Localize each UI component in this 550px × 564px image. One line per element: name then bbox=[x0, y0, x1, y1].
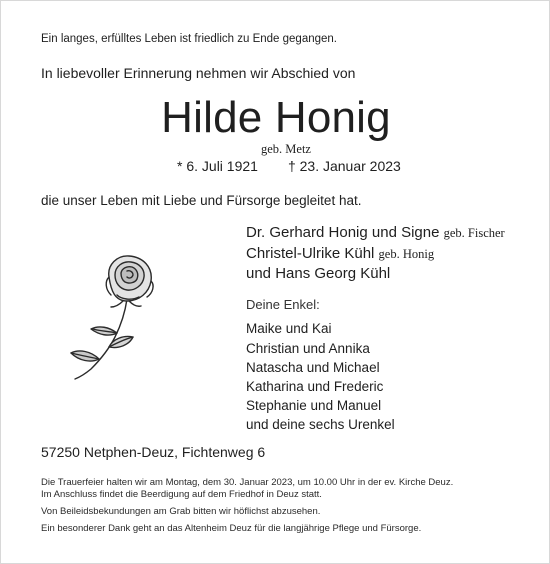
grandchild-entry: und deine sechs Urenkel bbox=[246, 417, 395, 432]
grandchild-entry: Stephanie und Manuel bbox=[246, 398, 382, 413]
family-member-note: geb. Fischer bbox=[443, 226, 505, 240]
family-member-name: Christel-Ulrike Kühl bbox=[246, 245, 375, 262]
family-member bbox=[246, 245, 434, 262]
grandchild-entry: Maike und Kai bbox=[246, 321, 332, 336]
address-zip: 57250 bbox=[41, 444, 80, 460]
grandchild-entry: Natascha und Michael bbox=[246, 360, 380, 375]
farewell-text: In liebevoller Erinnerung nehmen wir Abschied von bbox=[41, 65, 356, 81]
family-member bbox=[246, 224, 505, 241]
funeral-note: Die Trauerfeier halten wir am Montag, dem 30. Januar 2023, um 10.00 Uhr in der ev. Kirche Deuz. bbox=[41, 477, 454, 488]
funeral-note: Von Beileidsbekundungen am Grab bitten wir höflichst abzusehen. bbox=[41, 506, 321, 517]
shared-life-text: die unser Leben mit Liebe und Fürsorge begleitet hat. bbox=[41, 193, 362, 208]
deceased-name: Hilde Honig bbox=[161, 93, 391, 142]
address-street: Fichtenweg 6 bbox=[181, 444, 266, 460]
death-date: † 23. Januar 2023 bbox=[287, 158, 401, 174]
address bbox=[41, 444, 265, 460]
family-member bbox=[246, 265, 390, 282]
grandchild-entry: Christian und Annika bbox=[246, 341, 370, 356]
birth-date: * 6. Juli 1921 bbox=[177, 158, 258, 174]
address-city: Netphen-Deuz, bbox=[83, 444, 178, 460]
funeral-note: Ein besonderer Dank geht an das Altenheim Deuz für die langjährige Pflege und Fürsorge. bbox=[41, 523, 422, 534]
life-dates bbox=[177, 158, 401, 174]
grandchildren-heading: Deine Enkel: bbox=[246, 297, 320, 312]
rose-icon bbox=[65, 251, 175, 381]
grandchild-entry: Katharina und Frederic bbox=[246, 379, 384, 394]
family-member-name: Dr. Gerhard Honig und Signe bbox=[246, 224, 440, 241]
family-member-note: geb. Honig bbox=[378, 247, 435, 261]
intro-text: Ein langes, erfülltes Leben ist friedlich zu Ende gegangen. bbox=[41, 33, 338, 45]
maiden-name: geb. Metz bbox=[261, 142, 311, 156]
family-member-name: und Hans Georg Kühl bbox=[246, 265, 391, 282]
funeral-note: Im Anschluss findet die Beerdigung auf dem Friedhof in Deuz statt. bbox=[41, 489, 322, 500]
